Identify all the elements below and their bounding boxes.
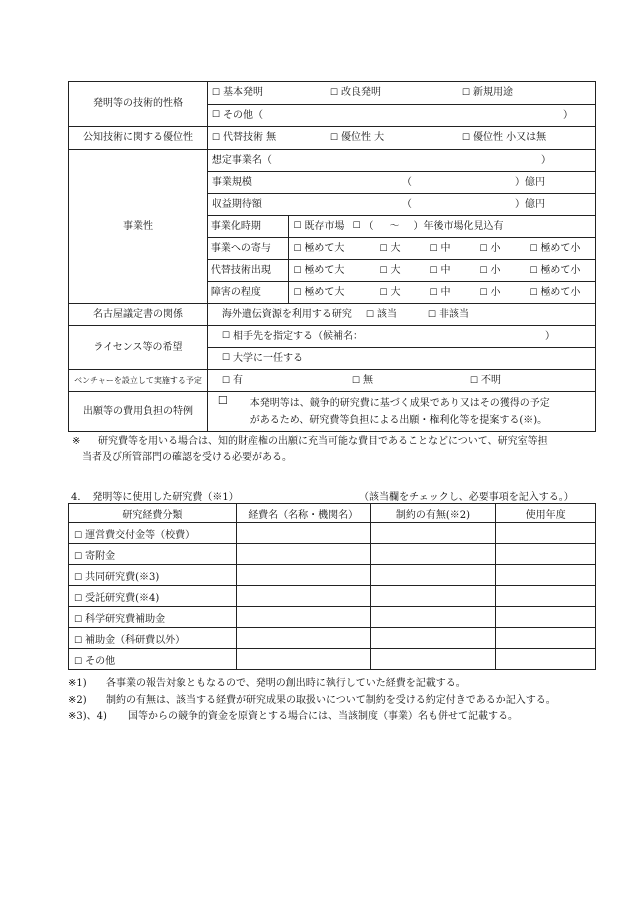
table-row[interactable]: ☐ その他: [69, 649, 596, 670]
timing-options[interactable]: ☐ 既存市場 ☐ （ ～ ）年後市場化見込有: [289, 216, 596, 238]
checkbox-icon[interactable]: ☐: [74, 593, 83, 604]
checkbox-icon[interactable]: ☐: [329, 133, 338, 144]
year-cell[interactable]: [496, 607, 596, 628]
checkbox-icon[interactable]: ☐: [379, 287, 388, 298]
alt-tech-label: 代替技術出現: [207, 260, 288, 282]
checkbox-icon[interactable]: ☐: [429, 243, 438, 254]
checkbox-icon[interactable]: ☐: [211, 88, 220, 99]
checkbox-icon[interactable]: ☐: [461, 88, 470, 99]
option-unknown[interactable]: ☐ 不明: [469, 374, 501, 386]
year-cell[interactable]: [496, 649, 596, 670]
license-university-option[interactable]: ☐ 大学に一任する: [207, 348, 595, 370]
license-label: ライセンス等の希望: [69, 326, 208, 370]
fund-name-cell[interactable]: [236, 565, 370, 586]
option-medium[interactable]: ☐ 中: [429, 264, 451, 276]
obstacle-options: [289, 282, 596, 304]
checkbox-icon[interactable]: ☐: [74, 614, 83, 625]
research-fund-table: [68, 503, 596, 670]
year-cell[interactable]: [496, 544, 596, 565]
fund-name-cell[interactable]: [236, 586, 370, 607]
nagoya-text: 海外遺伝資源を利用する研究: [221, 308, 352, 320]
option-no[interactable]: ☐ 無: [351, 374, 373, 386]
option-small[interactable]: ☐ 小: [479, 242, 501, 254]
option-adv-small[interactable]: ☐ 優位性 小又は無: [461, 132, 547, 144]
option-very-small[interactable]: ☐ 極めて小: [529, 264, 581, 276]
checkbox-icon[interactable]: ☐: [293, 221, 302, 232]
checkbox-icon[interactable]: ☐: [429, 287, 438, 298]
checkbox-icon[interactable]: ☐: [293, 243, 302, 254]
fund-name-cell[interactable]: [236, 649, 370, 670]
restriction-cell[interactable]: [370, 586, 496, 607]
option-very-large[interactable]: ☐ 極めて大: [293, 286, 345, 298]
fund-name-cell[interactable]: [236, 628, 370, 649]
footnote-2: ※2) 制約の有無は、該当する経費が研究成果の取扱いについて制約を受ける約定付きであるか記入する。: [68, 694, 556, 706]
checkbox-icon[interactable]: ☐: [221, 375, 230, 386]
profit-field[interactable]: 収益期待額 （ ）億円: [207, 194, 595, 216]
contribution-options: [289, 238, 596, 260]
alt-tech-options: [289, 260, 596, 282]
known-tech-options: [207, 127, 595, 150]
section-4-title: 4． 発明等に使用した研究費（※1）: [71, 492, 239, 503]
checkbox-icon[interactable]: ☐: [352, 221, 361, 232]
option-basic[interactable]: ☐ 基本発明: [211, 87, 263, 99]
nagoya-options: [207, 304, 595, 326]
license-partner-option[interactable]: ☐ 相手先を指定する（候補名： ）: [207, 326, 595, 348]
special-option[interactable]: [207, 392, 595, 432]
header-category: 研究経費分類: [69, 504, 237, 523]
special-text-line1: 本発明等は、競争的研究費に基づく成果であり又はその獲得の予定: [249, 397, 550, 409]
table-row[interactable]: ☐ 補助金（科研費以外）: [69, 628, 596, 649]
option-large[interactable]: ☐ 大: [379, 264, 401, 276]
checkbox-icon[interactable]: ☐: [329, 88, 338, 99]
option-small[interactable]: ☐ 小: [479, 264, 501, 276]
contribution-label: 事業への寄与: [207, 238, 288, 260]
checkbox-icon[interactable]: ☐: [529, 243, 538, 254]
option-new-use[interactable]: ☐ 新規用途: [461, 87, 513, 99]
fund-name-cell[interactable]: [236, 544, 370, 565]
checkbox-icon[interactable]: ☐: [221, 331, 230, 342]
year-cell[interactable]: [496, 628, 596, 649]
business-label: 事業性: [69, 150, 208, 304]
checkbox-icon[interactable]: ☐: [74, 530, 83, 541]
year-cell[interactable]: [496, 586, 596, 607]
option-large[interactable]: ☐ 大: [379, 286, 401, 298]
footnote-1: ※1) 各事業の報告対象ともなるので、発明の創出時に執行していた経費を記載する。: [68, 678, 466, 689]
table-row[interactable]: ☐ 受託研究費(※4): [69, 586, 596, 607]
option-applicable[interactable]: ☐ 該当: [365, 308, 397, 320]
option-large[interactable]: ☐ 大: [379, 242, 401, 254]
table-row[interactable]: ☐ 科学研究費補助金: [69, 607, 596, 628]
checkbox-icon[interactable]: ☐: [293, 287, 302, 298]
checkbox-icon[interactable]: ☐: [429, 265, 438, 276]
checkbox-icon[interactable]: ☐: [74, 656, 83, 667]
section-4-instruction: （該当欄をチェックし、必要事項を記入する。）: [359, 492, 574, 503]
tech-nature-options: [207, 82, 595, 105]
venture-label: ベンチャーを設立して実施する予定: [69, 370, 208, 392]
checkbox-icon[interactable]: ☐: [469, 375, 478, 386]
option-not-applicable[interactable]: ☐ 非該当: [427, 308, 469, 320]
option-small[interactable]: ☐ 小: [479, 286, 501, 298]
restriction-cell[interactable]: [370, 628, 496, 649]
table-row[interactable]: ☐ 共同研究費(※3): [69, 565, 596, 586]
venture-options: [207, 370, 595, 392]
option-adv-large[interactable]: ☐ 優位性 大: [329, 132, 385, 144]
table-header-row: [69, 504, 596, 523]
checkbox-icon[interactable]: ☐: [529, 265, 538, 276]
section-4-heading: [68, 488, 608, 503]
header-year: 使用年度: [496, 504, 596, 523]
checkbox-icon[interactable]: ☐: [479, 265, 488, 276]
project-name-field[interactable]: 想定事業名（ ）: [207, 150, 595, 172]
header-fund-name: 経費名（名称・機関名）: [236, 504, 370, 523]
header-restriction: 制約の有無(※2): [370, 504, 496, 523]
research-fund-note: ※ 研究費等を用いる場合は、知的財産権の出願に充当可能な費目であることなどについて、研究室等担 当者及び所管部門の確認を受ける必要がある。: [72, 436, 548, 463]
checkbox-icon[interactable]: ☐: [74, 572, 83, 583]
special-label: 出願等の費用負担の特例: [69, 392, 208, 432]
checkbox-icon[interactable]: ☐: [74, 551, 83, 562]
restriction-cell[interactable]: [370, 544, 496, 565]
checkbox-icon[interactable]: ☐: [351, 375, 360, 386]
option-very-small[interactable]: ☐ 極めて小: [529, 242, 581, 254]
special-text-line2: があるため、研究費等負担による出願・権利化等を提案する(※)。: [249, 414, 548, 426]
restriction-cell[interactable]: [370, 649, 496, 670]
checkbox-icon[interactable]: ☐: [479, 287, 488, 298]
option-very-small[interactable]: ☐ 極めて小: [529, 286, 581, 298]
table-row[interactable]: ☐ 寄附金: [69, 544, 596, 565]
option-medium[interactable]: ☐ 中: [429, 286, 451, 298]
fund-name-cell[interactable]: [236, 607, 370, 628]
checkbox-icon[interactable]: ☐: [74, 635, 83, 646]
fund-name-cell[interactable]: [236, 523, 370, 544]
checkbox-icon[interactable]: ☐: [217, 393, 228, 407]
option-medium[interactable]: ☐ 中: [429, 242, 451, 254]
tech-nature-other[interactable]: ☐ その他（ ）: [207, 105, 595, 127]
restriction-cell[interactable]: [370, 607, 496, 628]
table-row[interactable]: ☐ 運営費交付金等（校費）: [69, 523, 596, 544]
timing-label: 事業化時期: [207, 216, 288, 238]
year-cell[interactable]: [496, 565, 596, 586]
known-tech-label: 公知技術に関する優位性: [69, 127, 208, 150]
scale-field[interactable]: 事業規模 （ ）億円: [207, 172, 595, 194]
restriction-cell[interactable]: [370, 523, 496, 544]
year-cell[interactable]: [496, 523, 596, 544]
checkbox-icon[interactable]: ☐: [479, 243, 488, 254]
checkbox-icon[interactable]: ☐: [211, 110, 220, 121]
restriction-cell[interactable]: [370, 565, 496, 586]
tech-nature-label: 発明等の技術的性格: [69, 82, 208, 127]
checkbox-icon[interactable]: ☐: [427, 309, 436, 320]
checkbox-icon[interactable]: ☐: [221, 353, 230, 364]
footnotes: [68, 676, 618, 726]
nagoya-label: 名古屋議定書の関係: [69, 304, 208, 326]
checkbox-icon[interactable]: ☐: [461, 133, 470, 144]
checkbox-icon[interactable]: ☐: [365, 309, 374, 320]
checkbox-icon[interactable]: ☐: [293, 265, 302, 276]
option-no-alt[interactable]: ☐ 代替技術 無: [211, 132, 277, 144]
checkbox-icon[interactable]: ☐: [379, 243, 388, 254]
checkbox-icon[interactable]: ☐: [211, 133, 220, 144]
invention-evaluation-table: [68, 81, 596, 432]
option-very-large[interactable]: ☐ 極めて大: [293, 242, 345, 254]
obstacle-label: 障害の程度: [207, 282, 288, 304]
option-very-large[interactable]: ☐ 極めて大: [293, 264, 345, 276]
footnote-3: ※3)、4) 国等からの競争的資金を原資とする場合には、当該制度（事業）名も併せて記載する。: [68, 711, 518, 722]
option-yes[interactable]: ☐ 有: [221, 374, 243, 386]
checkbox-icon[interactable]: ☐: [529, 287, 538, 298]
checkbox-icon[interactable]: ☐: [379, 265, 388, 276]
option-improve[interactable]: ☐ 改良発明: [329, 87, 381, 99]
